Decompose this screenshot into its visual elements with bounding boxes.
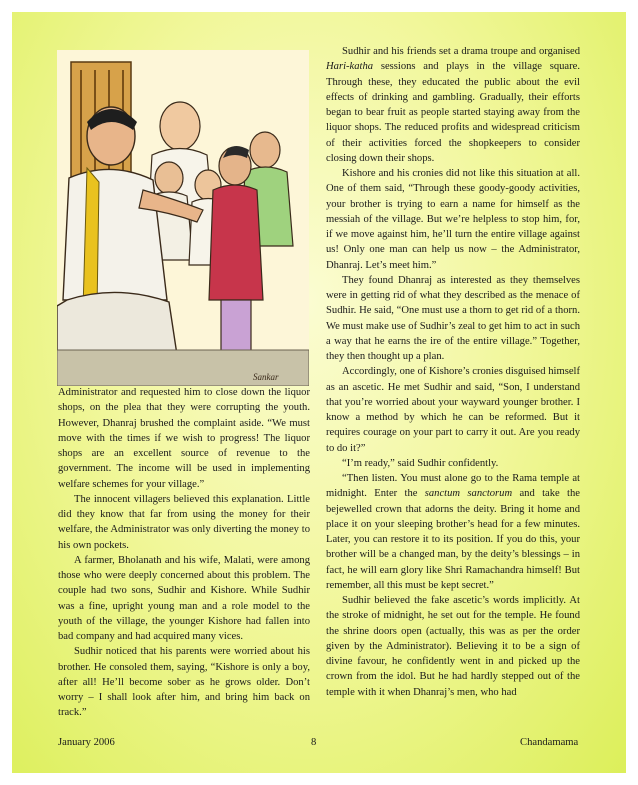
italic-term: Hari-katha — [326, 61, 374, 73]
right-text-column — [326, 44, 580, 700]
story-illustration — [57, 50, 309, 386]
right-paragraph-2: Kishore and his cronies did not like this situation at all. One of them said, “Through these goody-goody activities, your brother is trying to earn a name for himself as the messiah of the village. But we’re helpless to stop him, for, if we move against him, he’ll turn the entire village against us! Only one man can help us now – the Administrator, Dhanraj. Let’s meet him.” — [326, 168, 580, 271]
footer-page-number: 8 — [311, 737, 317, 748]
italic-term: sanctum sanctorum — [424, 488, 513, 500]
right-paragraph-3: They found Dhanraj as interested as they themselves were in getting rid of what they described as the menace of Sudhir. He said, “One must use a thorn to get rid of a thorn. We must make use of Sudhir’s zeal to get him to act in such a way that he earns the ire of the entire village.” Together, they then thought up a plan. — [326, 274, 580, 362]
footer-magazine-name: Chandamama — [520, 737, 579, 748]
right-paragraph-6: “Then listen. You must alone go to the Rama temple at midnight. Enter the sanctum sanctorum and take the bejewelled crown that adorns the deity. Bring it home and place it on your sleeping brother’s head for a few minutes. Later, you can restore it to its position. If you do this, your brother will be a changed man, by the deity’s blessings – in fact, he will earn glory like Shri Ramachandra himself! But remember, all this must be kept secret.” — [326, 473, 580, 591]
left-paragraph-4: Sudhir noticed that his parents were worried about his brother. He consoled them, saying, “Kishore is only a boy, after all! He’ll become sober as he grows older. Don’t worry – I shall look after him, and bring him back on track.” — [58, 646, 310, 719]
left-paragraph-1: Administrator and requested him to close down the liquor shops, on the plea that they were corrupting the youth. However, Dhanraj brushed the complaint aside. “We must move with the times if we wish to progress! The liquor shops are an excellent source of revenue to the government. The income will be used in implementing welfare schemes for your village.” — [58, 387, 310, 490]
left-paragraph-2: The innocent villagers believed this explanation. Little did they know that far from using the money for their welfare, the Administrator was only diverting the money to his own pockets. — [58, 493, 310, 551]
footer-date: January 2006 — [58, 737, 115, 748]
right-paragraph-7: Sudhir believed the fake ascetic’s words implicitly. At the stroke of midnight, he set out for the temple. He found the shrine doors open (actually, this was as per the order given by the Administrator). Believing it to be a sign of divine favour, he confidently went in and picked up the crown from the idol. But he had hardly stepped out of the temple with it when Dhanraj’s men, who had — [326, 595, 580, 698]
right-paragraph-5: “I’m ready,” said Sudhir confidently. — [342, 457, 499, 469]
right-paragraph-4: Accordingly, one of Kishore’s cronies disguised himself as an ascetic. He met Sudhir and said, “Son, I understand that you’re worried about your wayward younger brother. I know a method by which he can be reformed. But it requires courage on your part to carry it out. Are you ready to do it?” — [326, 366, 580, 454]
illustration-signature: Sankar — [253, 372, 279, 382]
left-paragraph-3: A farmer, Bholanath and his wife, Malati, were among those who were deeply concerned about this problem. The couple had two sons, Sudhir and Kishore. While Sudhir was a fine, upright young man and a role model to the youth of the village, the younger Kishore had fallen into bad company and had acquired many vices. — [58, 554, 310, 642]
left-text-column — [58, 385, 310, 721]
right-paragraph-1: Sudhir and his friends set a drama troupe and organised Hari-katha sessions and plays in the village square. Through these, they educated the public about the evil effects of drinking and gambling. Gradually, their efforts began to bear fruit as people started staying away from the liquor shops. The reduced profits and widespread criticism of their activities forced the shopkeepers to consider closing down their shops. — [326, 46, 580, 164]
